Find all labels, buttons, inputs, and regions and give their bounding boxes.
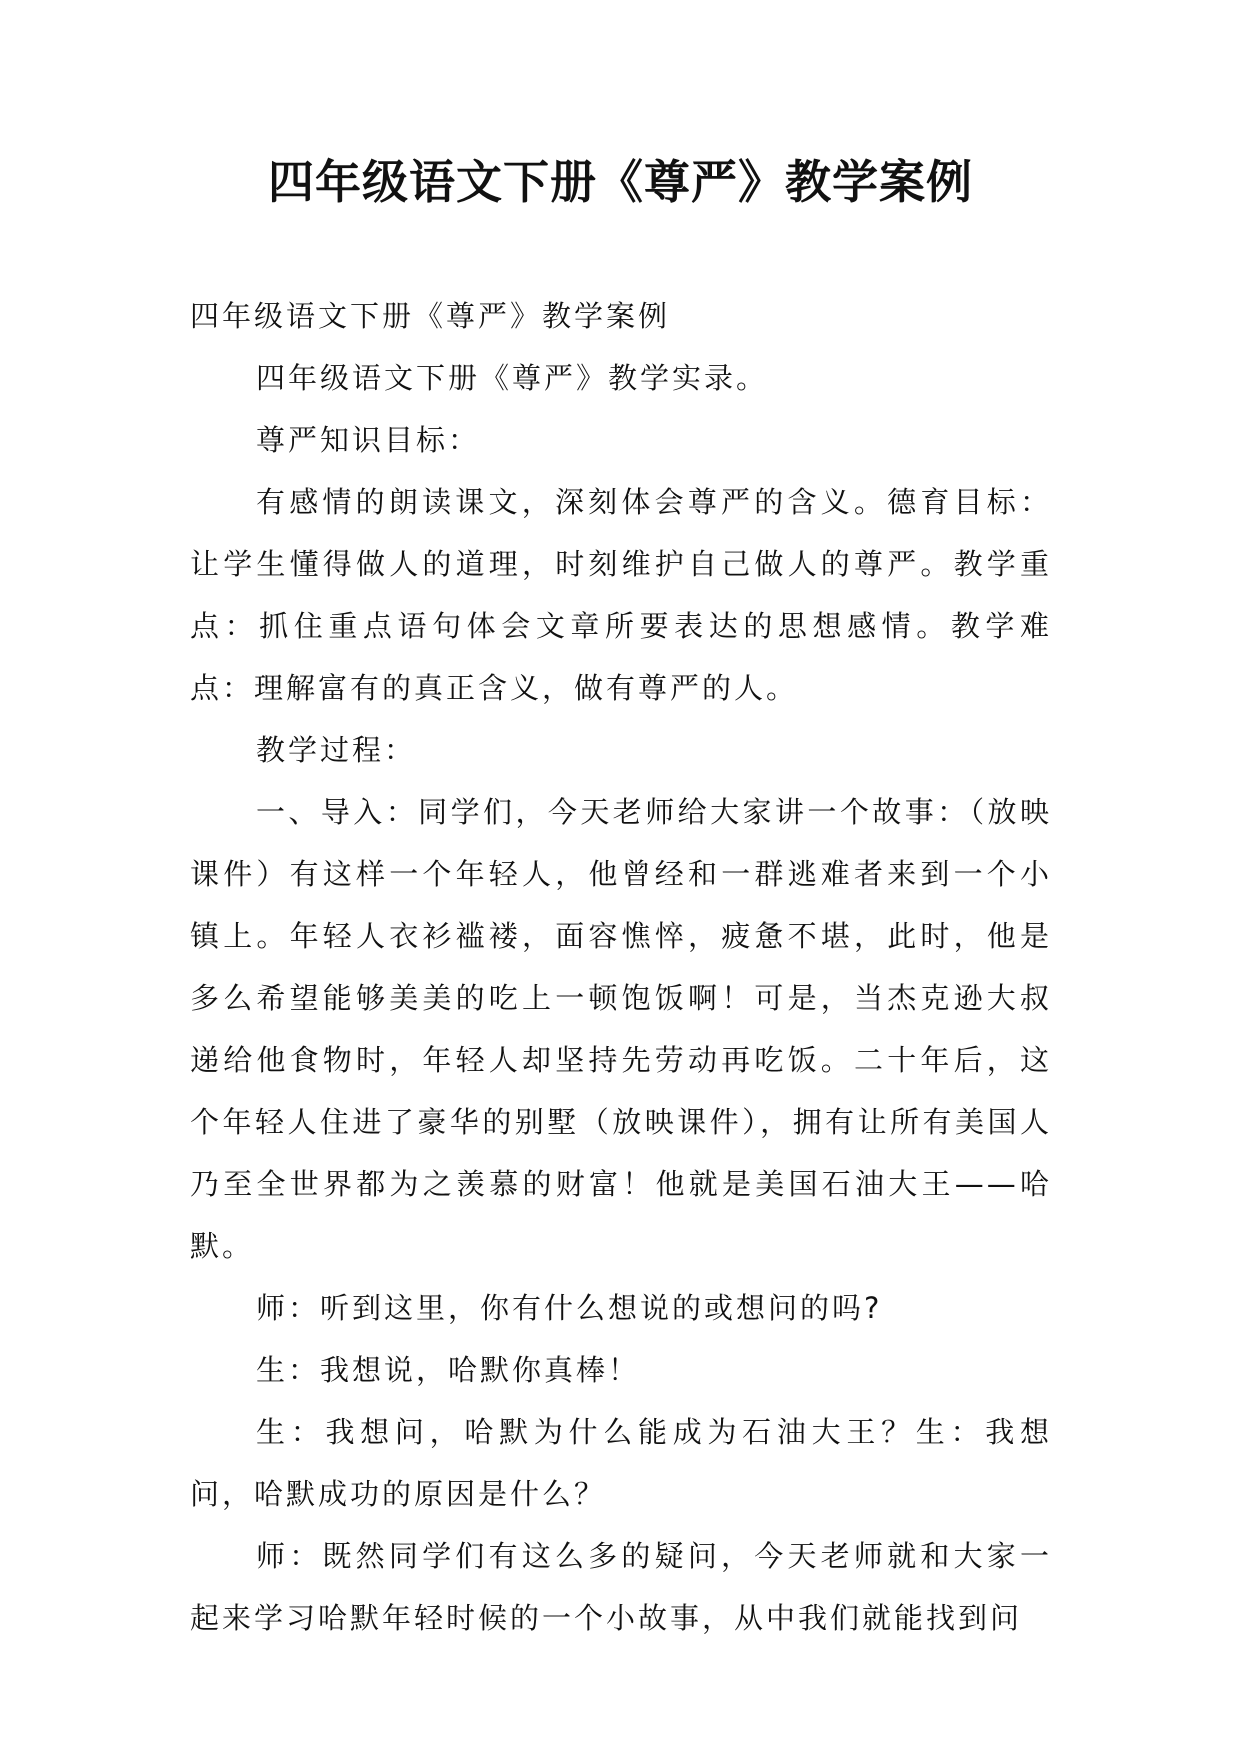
- paragraph-heading-repeat: 四年级语文下册《尊严》教学案例: [190, 299, 671, 333]
- document-body: [190, 285, 1052, 1649]
- paragraph-student-reply-2: 生：我想问，哈默为什么能成为石油大王？生：我想问，哈默成功的原因是什么？: [190, 1415, 1052, 1511]
- paragraph-student-reply-1: 生：我想说，哈默你真棒！: [256, 1353, 641, 1387]
- paragraph-process-heading: 教学过程：: [256, 733, 417, 767]
- paragraph-teacher-continue: 师：既然同学们有这么多的疑问，今天老师就和大家一起来学习哈默年轻时候的一个小故事，从中我们就能找到问: [190, 1539, 1052, 1635]
- document-title: 四年级语文下册《尊严》教学案例: [268, 155, 973, 209]
- paragraph-knowledge-goal: 尊严知识目标：: [256, 423, 481, 457]
- paragraph-lesson-record: 四年级语文下册《尊严》教学实录。: [256, 361, 769, 395]
- paragraph-teacher-question: 师：听到这里，你有什么想说的或想问的吗?: [256, 1291, 883, 1325]
- paragraph-goals: 有感情的朗读课文，深刻体会尊严的含义。德育目标：让学生懂得做人的道理，时刻维护自己做人的尊严。教学重点：抓住重点语句体会文章所要表达的思想感情。教学难点：理解富有的真正含义，做有尊严的人。: [190, 485, 1052, 705]
- paragraph-introduction: 一、导入：同学们，今天老师给大家讲一个故事：（放映课件）有这样一个年轻人，他曾经和一群逃难者来到一个小镇上。年轻人衣衫褴褛，面容憔悴，疲惫不堪，此时，他是多么希望能够美美的吃上一顿饱饭啊！可是，当杰克逊大叔递给他食物时，年轻人却坚持先劳动再吃饭。二十年后，这个年轻人住进了豪华的别墅（放映课件），拥有让所有美国人乃至全世界都为之羡慕的财富！他就是美国石油大王——哈默。: [190, 795, 1052, 1263]
